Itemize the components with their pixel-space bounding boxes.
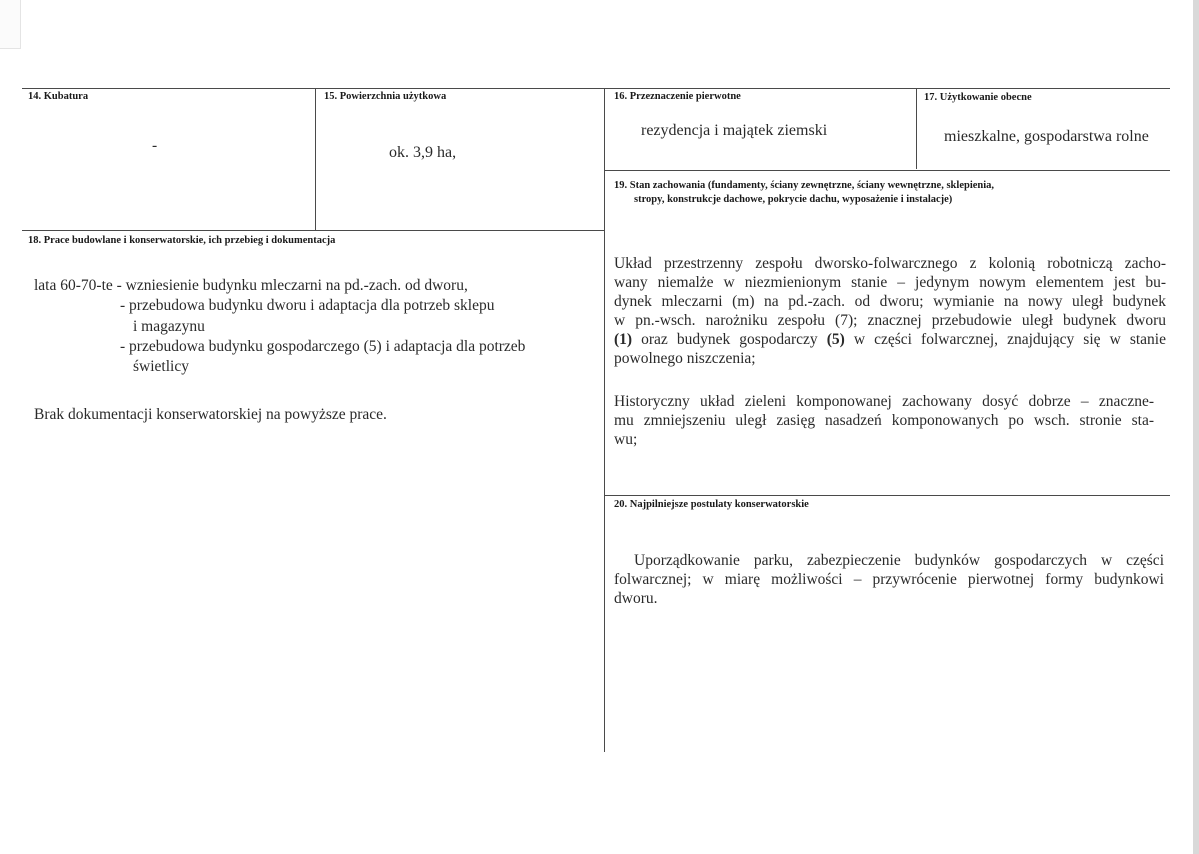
border-above-18	[22, 230, 604, 231]
text-line: Układ przestrzenny zespołu dworsko-folwarcznego z kolonią robotniczą zacho-	[614, 255, 1166, 272]
field-15-label: 15. Powierzchnia użytkowa	[324, 91, 447, 102]
text-line	[614, 330, 1166, 349]
border-above-20	[604, 495, 1170, 496]
text-line: dynek mleczarni (m) na pd.-zach. od dworu; wymianie na nowy uległ budynek	[614, 293, 1166, 310]
field-16-value: rezydencja i majątek ziemski	[641, 122, 828, 139]
field-19-paragraph-2	[614, 392, 1154, 449]
field-15-value: ok. 3,9 ha,	[389, 144, 457, 161]
field-14-label: 14. Kubatura	[28, 91, 89, 102]
text-line: dworu.	[614, 590, 658, 607]
field-20-paragraph	[614, 551, 1164, 608]
field-18-line-5: świetlicy	[133, 358, 189, 375]
field-19-label-line2: stropy, konstrukcje dachowe, pokrycie dachu, wyposażenie i instalacje)	[634, 194, 953, 205]
text-line: wu;	[614, 431, 638, 448]
field-19-label-line1: 19. Stan zachowania (fundamenty, ściany zewnętrzne, ściany wewnętrzne, sklepienia,	[614, 180, 995, 191]
field-18-line-1: lata 60-70-te - wzniesienie budynku mleczarni na pd.-zach. od dworu,	[34, 277, 468, 294]
field-14-value: -	[152, 137, 158, 154]
field-17-value: mieszkalne, gospodarstwa rolne	[944, 128, 1149, 145]
text-line: folwarcznej; w miarę możliwości – przywrócenie pierwotnej formy budynkowi	[614, 571, 1164, 588]
text-line: wany niemalże w niezmienionym stanie – jedynym nowym elementem jest bu-	[614, 274, 1166, 291]
text-line: w pn.-wsch. narożniku zespołu (7); znacznej przebudowie uległ budynek dworu	[614, 312, 1166, 329]
field-18-line-2: - przebudowa budynku dworu i adaptacja dla potrzeb sklepu	[120, 297, 495, 314]
text-fragment: oraz budynek gospodarczy	[632, 331, 827, 348]
field-19-paragraph-1	[614, 254, 1166, 368]
divider-16-17	[916, 88, 917, 169]
text-line: powolnego niszczenia;	[614, 350, 756, 367]
text-line: Uporządkowanie parku, zabezpieczenie budynków gospodarczych w części	[634, 552, 1164, 569]
divider-14-15	[315, 88, 316, 230]
scan-corner-mark	[0, 0, 21, 49]
field-18-note: Brak dokumentacji konserwatorskiej na powyższe prace.	[34, 406, 387, 423]
field-18-line-3: i magazynu	[133, 318, 205, 335]
field-18-label: 18. Prace budowlane i konserwatorskie, ich przebieg i dokumentacja	[28, 235, 336, 246]
form-top-border	[22, 88, 1170, 89]
field-17-label: 17. Użytkowanie obecne	[924, 92, 1032, 103]
field-18-line-4: - przebudowa budynku gospodarczego (5) i adaptacja dla potrzeb	[120, 338, 526, 355]
ref-number-5: (5)	[826, 331, 845, 348]
border-above-19	[604, 170, 1170, 171]
text-fragment: w części folwarcznej, znajdujący się w stanie	[844, 331, 1166, 348]
field-20-label: 20. Najpilniejsze postulaty konserwatorskie	[614, 499, 809, 510]
field-16-label: 16. Przeznaczenie pierwotne	[614, 91, 741, 102]
text-line: mu zmniejszeniu uległ zasięg nasadzeń komponowanych po wsch. stronie sta-	[614, 412, 1154, 429]
divider-left-right	[604, 88, 605, 752]
text-line: Historyczny układ zieleni komponowanej zachowany dosyć dobrze – znaczne-	[614, 393, 1154, 410]
scan-page-edge	[1193, 0, 1199, 854]
ref-number-1: (1)	[614, 331, 633, 348]
